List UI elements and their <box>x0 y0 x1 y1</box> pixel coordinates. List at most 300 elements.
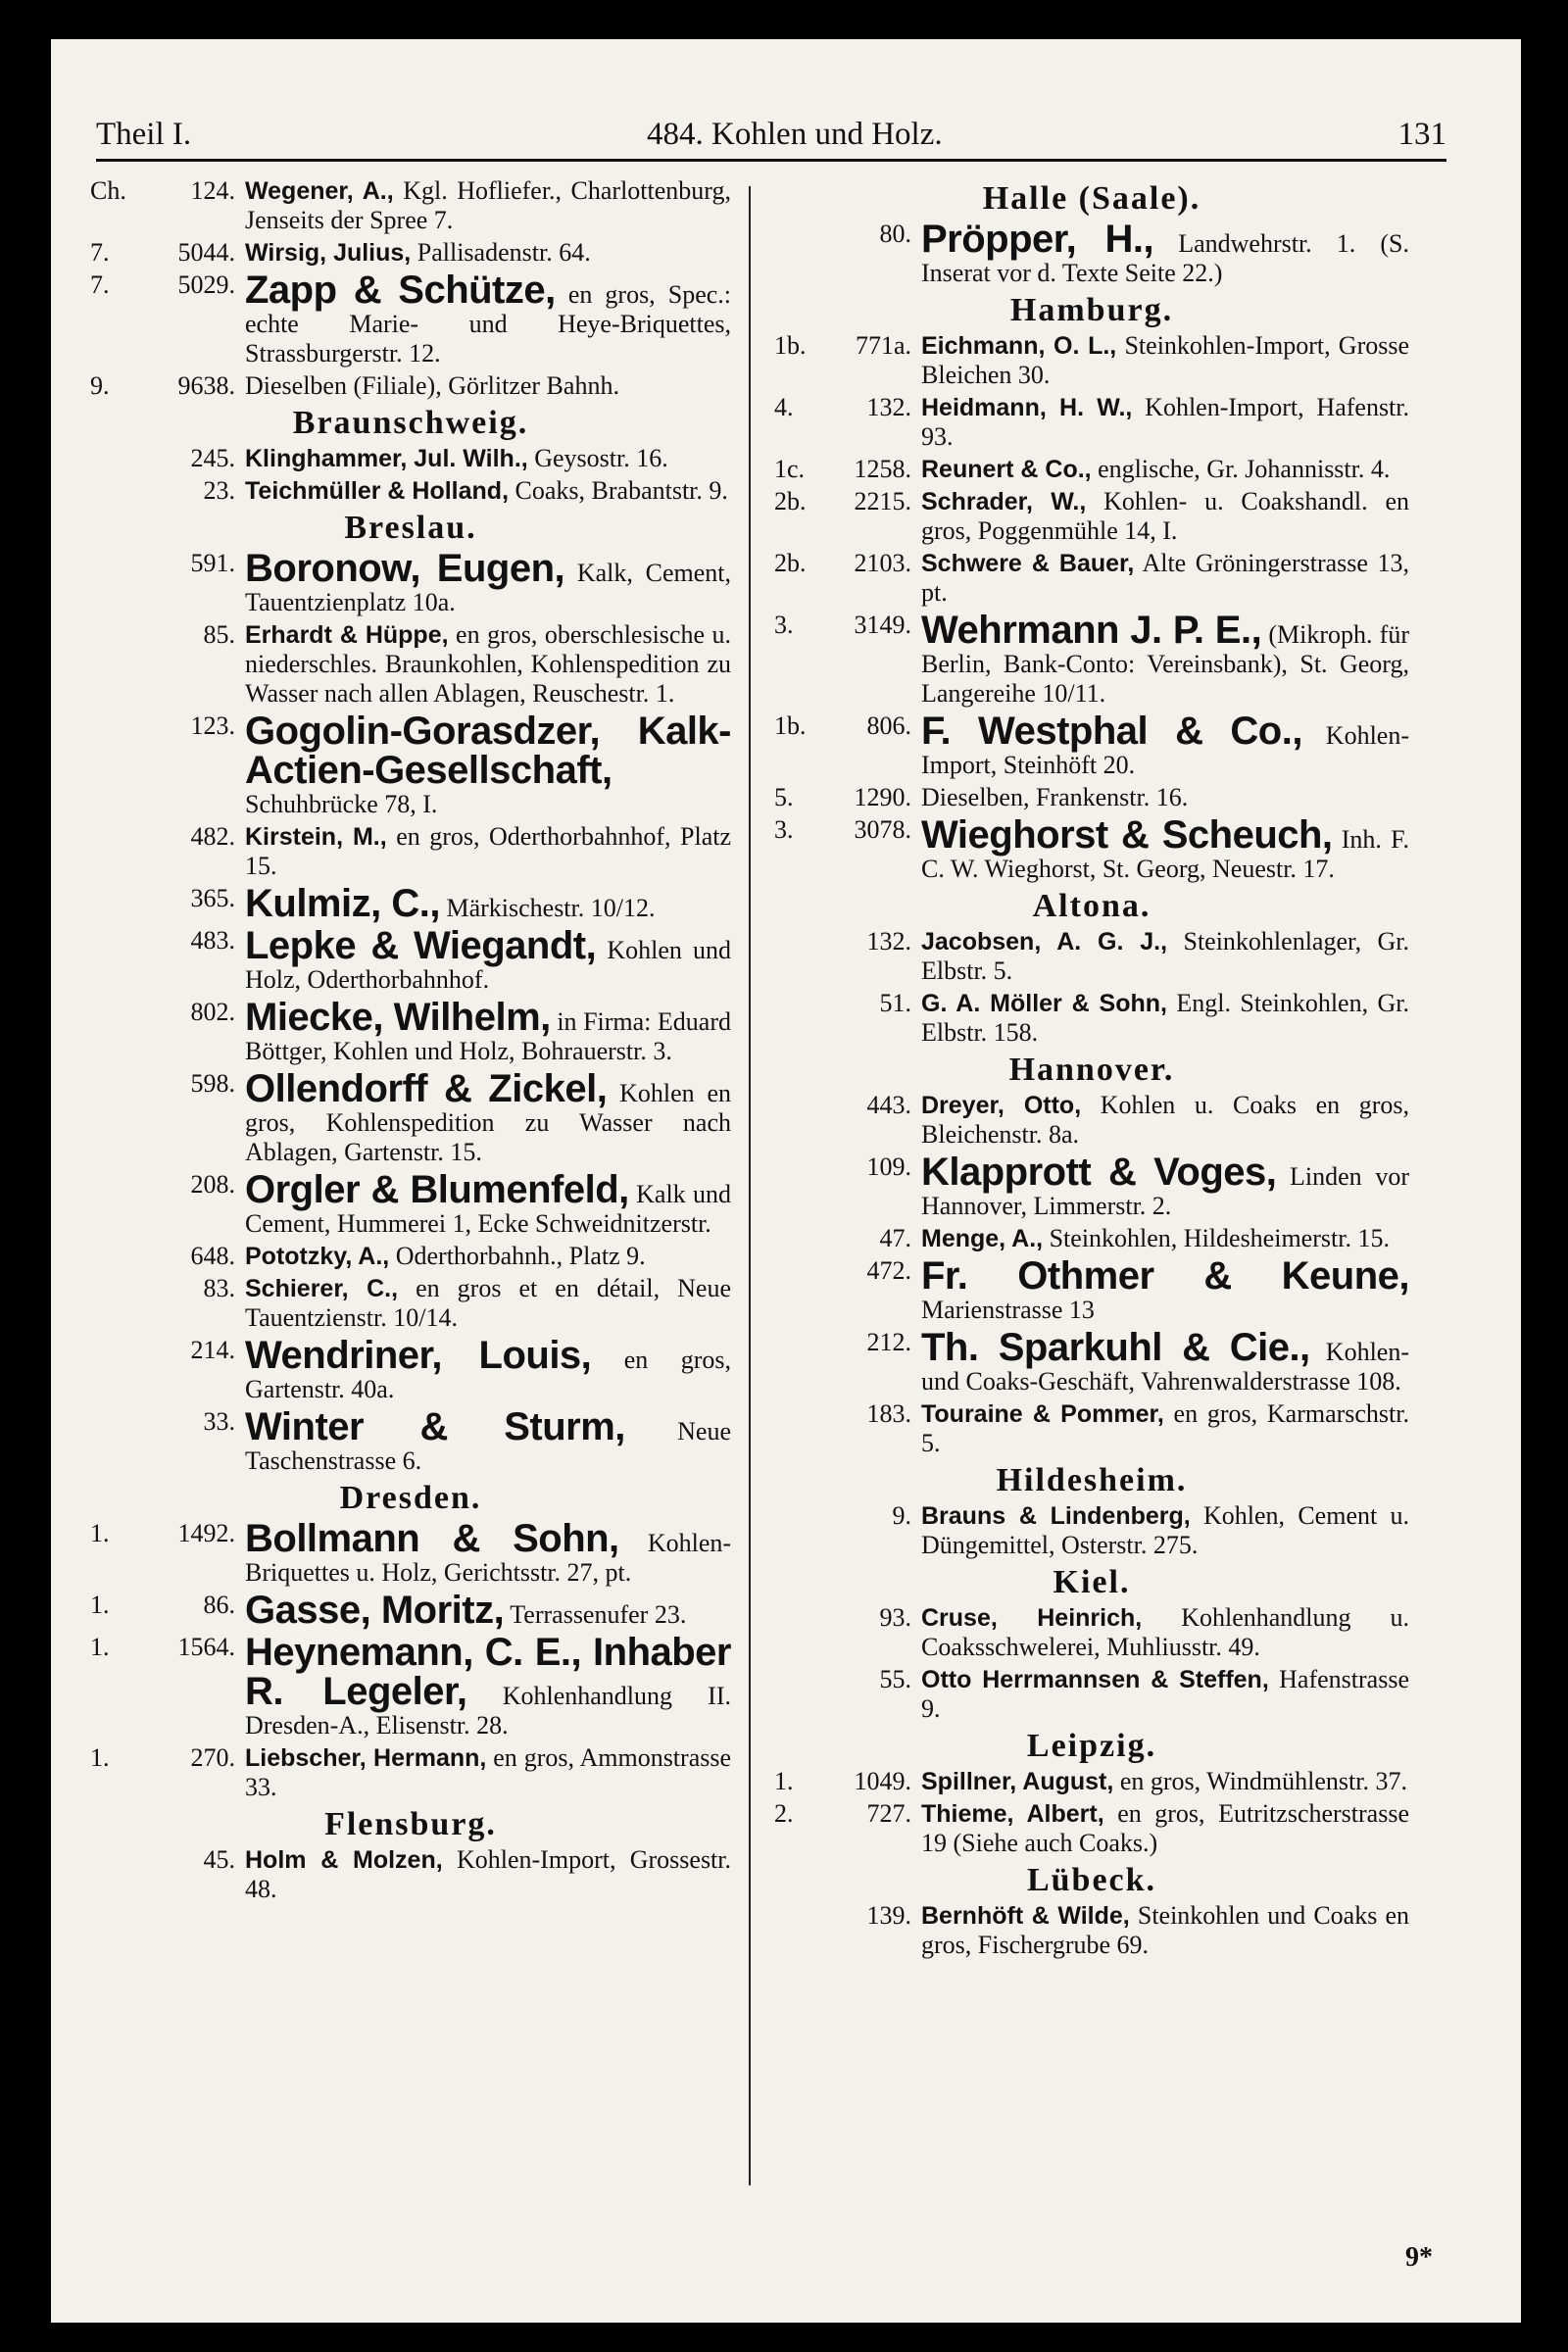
entry-details: Steinkohlenlager, Gr. Elbstr. 5. <box>921 927 1409 985</box>
directory-entry <box>774 1328 1409 1396</box>
entry-number: 212. <box>866 1328 911 1356</box>
entry-number: 83. <box>203 1274 235 1302</box>
entry-number: 648. <box>190 1242 235 1270</box>
entry-number: 1290. <box>854 783 911 811</box>
entry-number: 51. <box>879 989 911 1017</box>
directory-entry <box>90 1407 731 1476</box>
city-heading: Halle (Saale). <box>982 180 1201 217</box>
postal-district <box>90 822 123 881</box>
entry-body <box>245 1242 731 1271</box>
entry-number: 483. <box>190 926 235 955</box>
directory-entry <box>90 1519 731 1588</box>
entry-number: 2215. <box>854 487 911 515</box>
entry-details: en gros, Eutritzscherstrasse 19 (Siehe auch Coaks.) <box>921 1799 1409 1857</box>
entry-number: 33. <box>203 1407 235 1436</box>
entry-number: 1258. <box>854 455 911 483</box>
entry-body <box>921 927 1409 986</box>
entry-details: Kalk, Cement, Tauentzienplatz 10a. <box>245 559 731 616</box>
columns <box>90 176 1433 2264</box>
firm-name: Fr. Othmer & Keune, <box>921 1254 1409 1298</box>
firm-name: Dreyer, Otto, <box>921 1092 1082 1119</box>
entry-number: 3078. <box>854 815 911 844</box>
firm-name: Schrader, W., <box>921 488 1087 515</box>
entry-numbers <box>90 176 245 235</box>
entry-numbers <box>90 1591 245 1630</box>
entry-number: 1564. <box>177 1633 235 1661</box>
entry-details: Kohlen- und Coaks-Geschäft, Vahrenwalderstrasse 108. <box>921 1338 1409 1396</box>
firm-name: Gogolin-Gorasdzer, Kalk-Actien-Gesellschaft, <box>245 710 731 792</box>
postal-district: 3. <box>774 611 794 639</box>
entry-numbers <box>774 783 921 812</box>
firm-name: Pröpper, H., <box>921 218 1154 261</box>
firm-name: Cruse, Heinrich, <box>921 1604 1143 1632</box>
postal-district: 1b. <box>774 711 807 740</box>
postal-district <box>90 549 123 617</box>
entry-numbers <box>774 487 921 546</box>
entry-body <box>921 393 1409 452</box>
entry-numbers <box>774 711 921 780</box>
entry-numbers <box>90 371 245 401</box>
entry-number: 5044. <box>177 238 235 267</box>
entry-details: Märkischestr. 10/12. <box>446 894 656 922</box>
directory-entry <box>90 371 731 401</box>
entry-body <box>245 620 731 709</box>
directory-entry <box>774 331 1409 390</box>
entry-details: in Firma: Eduard Böttger, Kohlen und Holz, Bohrauerstr. 3. <box>245 1007 731 1065</box>
entry-details: Kohlen- u. Coakshandl. en gros, Poggenmühle 14, I. <box>921 487 1409 545</box>
entry-body <box>921 1224 1409 1253</box>
entry-body <box>921 331 1409 390</box>
directory-entry <box>90 1633 731 1740</box>
firm-name: Ollendorff & Zickel, <box>245 1067 608 1110</box>
firm-name: Touraine & Pommer, <box>921 1400 1164 1428</box>
entry-body <box>921 1901 1409 1960</box>
directory-entry <box>90 1591 731 1630</box>
left-column <box>90 176 749 2264</box>
firm-name: Klapprott & Voges, <box>921 1151 1277 1194</box>
postal-district: 7. <box>90 270 110 299</box>
directory-entry <box>774 1152 1409 1221</box>
entry-numbers <box>774 1603 921 1662</box>
directory-entry <box>774 927 1409 986</box>
directory-entry <box>90 549 731 617</box>
entry-number: 80. <box>879 220 911 248</box>
entry-numbers <box>90 998 245 1066</box>
entry-body <box>245 1743 731 1802</box>
entry-number: 482. <box>190 822 235 851</box>
entry-number: 85. <box>203 620 235 649</box>
entry-details: Kohlen-Import, Hafenstr. 93. <box>921 393 1409 451</box>
entry-numbers <box>774 815 921 884</box>
entry-body <box>921 1091 1409 1150</box>
city-heading: Braunschweig. <box>292 405 529 441</box>
entry-body <box>921 1665 1409 1724</box>
entry-number: 365. <box>190 884 235 912</box>
entry-details: en gros, oberschlesische u. niederschles. Braunkohlen, Kohlenspedition zu Wasser nach allen Ablagen, Reuschestr. 1. <box>245 620 731 708</box>
entry-number: 139. <box>866 1901 911 1930</box>
entry-body <box>245 371 731 401</box>
directory-entry <box>90 1336 731 1404</box>
directory-entry <box>90 822 731 881</box>
entry-number: 86. <box>203 1591 235 1619</box>
page-header <box>96 106 1446 162</box>
entry-numbers <box>774 611 921 709</box>
entry-numbers <box>774 1328 921 1396</box>
directory-entry <box>774 711 1409 780</box>
entry-body <box>245 822 731 881</box>
directory-entry <box>774 455 1409 484</box>
entry-details: Steinkohlen und Coaks en gros, Fischergrube 69. <box>921 1901 1409 1959</box>
city-heading: Breslau. <box>344 510 477 546</box>
directory-entry <box>774 1501 1409 1560</box>
firm-name: Wendriner, Louis, <box>245 1334 592 1377</box>
postal-district <box>90 1242 123 1271</box>
signature-mark: 9* <box>1405 2242 1433 2273</box>
entry-body <box>921 1501 1409 1560</box>
entry-number: 270. <box>190 1743 235 1772</box>
firm-name: G. A. Möller & Sohn, <box>921 990 1167 1017</box>
entry-details: Kohlen, Cement u. Düngemittel, Osterstr. 275. <box>921 1501 1409 1559</box>
entry-details: Kohlen-Import, Steinhöft 20. <box>921 721 1409 779</box>
firm-name: Holm & Molzen, <box>245 1846 443 1874</box>
city-heading: Hamburg. <box>1009 292 1174 328</box>
postal-district: 2b. <box>774 487 807 515</box>
directory-entry <box>90 926 731 995</box>
entry-body <box>921 1256 1409 1325</box>
directory-entry <box>774 393 1409 452</box>
city-heading: Hannover. <box>1008 1052 1175 1088</box>
entry-number: 132. <box>866 927 911 956</box>
postal-district: Ch. <box>90 176 126 205</box>
directory-entry <box>774 1767 1409 1796</box>
postal-district <box>774 1328 808 1396</box>
entry-body <box>921 1152 1409 1221</box>
entry-numbers <box>90 926 245 995</box>
entry-number: 109. <box>866 1152 911 1181</box>
entry-numbers <box>774 1152 921 1221</box>
entry-number: 3149. <box>854 611 911 639</box>
postal-district: 1. <box>90 1633 110 1661</box>
entry-numbers <box>90 1274 245 1333</box>
entry-details: Engl. Steinkohlen, Gr. Elbstr. 158. <box>921 989 1409 1047</box>
entry-body <box>245 1069 731 1167</box>
directory-entry <box>774 815 1409 884</box>
entry-details: Dieselben, Frankenstr. 16. <box>921 783 1189 811</box>
entry-details: Oderthorbahnh., Platz 9. <box>395 1242 646 1270</box>
postal-district <box>774 927 808 986</box>
entry-details: en gros, Spec.: echte Marie- und Heye-Briquettes, Strassburgerstr. 12. <box>245 280 731 368</box>
entry-body <box>245 238 731 268</box>
entry-number: 9638. <box>177 371 235 400</box>
entry-body <box>921 455 1409 484</box>
directory-entry <box>90 1242 731 1271</box>
firm-name: Zapp & Schütze, <box>245 269 556 312</box>
entry-numbers <box>90 1336 245 1404</box>
postal-district: 5. <box>774 783 794 811</box>
postal-district <box>774 1091 808 1150</box>
entry-details: Kohlenhandlung u. Coaksschwelerei, Muhliusstr. 49. <box>921 1603 1409 1661</box>
firm-name: Pototzky, A., <box>245 1243 390 1270</box>
postal-district <box>774 1152 808 1221</box>
entry-body <box>245 1274 731 1333</box>
firm-name: Brauns & Lindenberg, <box>921 1502 1191 1530</box>
entry-number: 802. <box>190 998 235 1026</box>
firm-name: Klinghammer, Jul. Wilh., <box>245 445 528 472</box>
firm-name: Bernhöft & Wilde, <box>921 1902 1130 1930</box>
postal-district <box>774 1501 808 1560</box>
entry-numbers <box>90 822 245 881</box>
entry-body <box>245 444 731 473</box>
postal-district <box>90 1336 123 1404</box>
entry-number: 591. <box>190 549 235 577</box>
entry-body <box>921 487 1409 546</box>
directory-page <box>51 39 1521 2323</box>
postal-district <box>774 1256 808 1325</box>
firm-name: Teichmüller & Holland, <box>245 477 510 505</box>
firm-name: Gasse, Moritz, <box>245 1589 505 1632</box>
entry-number: 208. <box>190 1170 235 1199</box>
postal-district <box>90 884 123 923</box>
firm-name: Otto Herrmannsen & Steffen, <box>921 1666 1269 1693</box>
firm-name: Kirstein, M., <box>245 823 387 851</box>
entry-details: en gros, Ammonstrasse 33. <box>245 1743 732 1801</box>
entry-body <box>245 926 731 995</box>
entry-details: (Mikroph. für Berlin, Bank-Conto: Vereinsbank), St. Georg, Langereihe 10/11. <box>921 620 1409 708</box>
firm-name: Boronow, Eugen, <box>245 547 565 590</box>
postal-district: 7. <box>90 238 110 267</box>
entry-body <box>245 1845 731 1904</box>
directory-entry <box>774 1901 1409 1960</box>
postal-district: 1. <box>774 1767 794 1795</box>
entry-number: 47. <box>879 1224 911 1252</box>
firm-name: Wieghorst & Scheuch, <box>921 813 1333 857</box>
entry-number: 55. <box>879 1665 911 1693</box>
city-heading: Leipzig. <box>1026 1728 1157 1764</box>
entry-numbers <box>774 927 921 986</box>
directory-entry <box>90 1845 731 1904</box>
entry-details: Marienstrasse 13 <box>921 1296 1095 1324</box>
entry-body <box>245 1336 731 1404</box>
city-heading: Lübeck. <box>1026 1862 1157 1898</box>
directory-entry <box>774 989 1409 1048</box>
entry-body <box>245 1407 731 1476</box>
entry-details: en gros, Oderthorbahnhof, Platz 15. <box>245 822 732 880</box>
entry-number: 9. <box>892 1501 911 1530</box>
entry-details: Kohlen u. Coaks en gros, Bleichenstr. 8a. <box>921 1091 1409 1149</box>
entry-numbers <box>774 1399 921 1458</box>
entry-details: Pallisadenstr. 64. <box>416 238 591 267</box>
entry-numbers <box>90 1170 245 1239</box>
postal-district: 2. <box>774 1799 794 1828</box>
entry-numbers <box>774 1091 921 1150</box>
entry-body <box>245 1633 731 1740</box>
entry-body <box>245 176 731 235</box>
entry-number: 727. <box>866 1799 911 1828</box>
entry-body <box>245 1170 731 1239</box>
postal-district: 2b. <box>774 549 807 577</box>
city-heading: Kiel. <box>1053 1564 1131 1600</box>
directory-entry <box>774 1399 1409 1458</box>
entry-details: Landwehrstr. 1. (S. Inserat vor d. Texte Seite 22.) <box>921 229 1409 287</box>
entry-body <box>245 1519 731 1588</box>
directory-entry <box>90 1274 731 1333</box>
entry-numbers <box>774 220 921 288</box>
entry-details: Kgl. Hofliefer., Charlottenburg, Jenseits der Spree 7. <box>245 176 731 234</box>
entry-numbers <box>90 270 245 368</box>
entry-details: Kohlen-Import, Grossestr. 48. <box>245 1845 732 1903</box>
postal-district <box>90 998 123 1066</box>
postal-district <box>774 1603 808 1662</box>
directory-entry <box>774 1224 1409 1253</box>
postal-district <box>774 1224 808 1253</box>
entry-body <box>921 1767 1409 1796</box>
directory-entry <box>90 998 731 1066</box>
firm-name: Schierer, C., <box>245 1275 399 1302</box>
directory-entry <box>774 611 1409 709</box>
firm-name: Liebscher, Hermann, <box>245 1744 487 1772</box>
entry-number: 183. <box>866 1399 911 1428</box>
firm-name: Bollmann & Sohn, <box>245 1517 619 1560</box>
city-heading: Dresden. <box>339 1480 482 1516</box>
city-heading: Hildesheim. <box>996 1462 1188 1498</box>
entry-number: 806. <box>866 711 911 740</box>
directory-entry <box>90 884 731 923</box>
directory-entry <box>90 476 731 506</box>
entry-details: Hafenstrasse 9. <box>921 1665 1409 1723</box>
directory-entry <box>90 444 731 473</box>
postal-district: 1b. <box>774 331 807 360</box>
entry-numbers <box>90 620 245 709</box>
directory-entry <box>774 783 1409 812</box>
entry-numbers <box>774 1224 921 1253</box>
entry-numbers <box>90 1845 245 1904</box>
entry-numbers <box>90 1407 245 1476</box>
postal-district <box>90 1170 123 1239</box>
entry-details: Kohlen-Briquettes u. Holz, Gerichtsstr. 27, pt. <box>245 1529 732 1587</box>
entry-numbers <box>774 455 921 484</box>
entry-numbers <box>90 238 245 268</box>
firm-name: Heidmann, H. W., <box>921 394 1133 421</box>
entry-numbers <box>90 476 245 506</box>
firm-name: Miecke, Wilhelm, <box>245 996 551 1039</box>
directory-entry <box>90 176 731 235</box>
firm-name: Reunert & Co., <box>921 456 1092 483</box>
postal-district <box>90 1274 123 1333</box>
postal-district <box>90 1407 123 1476</box>
firm-name: Erhardt & Hüppe, <box>245 621 449 649</box>
firm-name: Wehrmann J. P. E., <box>921 609 1262 652</box>
directory-entry <box>774 1091 1409 1150</box>
postal-district <box>90 476 123 506</box>
entry-details: englische, Gr. Johannisstr. 4. <box>1098 455 1391 483</box>
postal-district <box>774 1665 808 1724</box>
entry-number: 123. <box>190 711 235 740</box>
entry-numbers <box>90 1069 245 1167</box>
directory-entry <box>774 1799 1409 1858</box>
entry-details: en gros, Gartenstr. 40a. <box>245 1346 731 1403</box>
entry-numbers <box>90 711 245 819</box>
entry-numbers <box>774 1799 921 1858</box>
entry-numbers <box>90 1519 245 1588</box>
postal-district: 4. <box>774 393 794 421</box>
entry-details: Terrassenufer 23. <box>510 1600 687 1629</box>
postal-district <box>90 926 123 995</box>
directory-entry <box>774 220 1409 288</box>
directory-entry <box>90 1170 731 1239</box>
firm-name: Kulmiz, C., <box>245 882 440 925</box>
entry-body <box>921 1799 1409 1858</box>
firm-name: Wegener, A., <box>245 177 394 205</box>
directory-entry <box>90 620 731 709</box>
directory-entry <box>774 487 1409 546</box>
entry-number: 214. <box>190 1336 235 1364</box>
entry-details: Dieselben (Filiale), Görlitzer Bahnh. <box>245 371 619 400</box>
entry-details: Kalk und Cement, Hummerei 1, Ecke Schweidnitzerstr. <box>245 1180 732 1238</box>
entry-details: Kohlenhandlung II. Dresden-A., Elisenstr. 28. <box>245 1682 731 1740</box>
entry-body <box>245 998 731 1066</box>
directory-entry <box>90 1743 731 1802</box>
entry-details: Steinkohlen-Import, Grosse Bleichen 30. <box>921 331 1409 389</box>
postal-district <box>774 1901 808 1960</box>
city-heading: Flensburg. <box>324 1806 497 1842</box>
entry-numbers <box>774 331 921 390</box>
directory-entry <box>90 270 731 368</box>
entry-number: 132. <box>866 393 911 421</box>
entry-number: 472. <box>866 1256 911 1285</box>
entry-body <box>921 989 1409 1048</box>
entry-details: en gros, Windmühlenstr. 37. <box>1119 1767 1407 1795</box>
firm-name: Jacobsen, A. G. J., <box>921 928 1168 956</box>
entry-numbers <box>774 1501 921 1560</box>
firm-name: Orgler & Blumenfeld, <box>245 1168 629 1211</box>
firm-name: Schwere & Bauer, <box>921 550 1135 577</box>
entry-body <box>245 549 731 617</box>
entry-numbers <box>90 444 245 473</box>
entry-body <box>921 1399 1409 1458</box>
postal-district <box>774 1399 808 1458</box>
firm-name: F. Westphal & Co., <box>921 710 1302 753</box>
firm-name: Heynemann, C. E., Inhaber R. Legeler, <box>245 1631 731 1713</box>
firm-name: Th. Sparkuhl & Cie., <box>921 1326 1310 1369</box>
entry-number: 771a. <box>855 331 911 360</box>
entry-body <box>921 220 1409 288</box>
section-label: Theil I. <box>96 117 192 152</box>
entry-number: 23. <box>203 476 235 505</box>
entry-body <box>245 1591 731 1630</box>
directory-entry <box>90 1069 731 1167</box>
postal-district: 1c. <box>774 455 806 483</box>
directory-entry <box>90 711 731 819</box>
directory-entry <box>774 1256 1409 1325</box>
directory-entry <box>774 1665 1409 1724</box>
right-column <box>751 176 1409 2264</box>
firm-name: Wirsig, Julius, <box>245 239 412 267</box>
entry-number: 93. <box>879 1603 911 1632</box>
entry-numbers <box>774 1767 921 1796</box>
entry-details: Alte Gröningerstrasse 13, pt. <box>921 549 1409 607</box>
entry-body <box>921 1328 1409 1396</box>
entry-numbers <box>774 1256 921 1325</box>
entry-body <box>245 884 731 923</box>
postal-district: 1. <box>90 1591 110 1619</box>
postal-district <box>774 220 808 288</box>
entry-details: Coaks, Brabantstr. 9. <box>514 476 728 505</box>
entry-number: 45. <box>203 1845 235 1874</box>
entry-details: Geysostr. 16. <box>534 444 668 472</box>
entry-details: Inh. F. C. W. Wieghorst, St. Georg, Neuestr. 17. <box>921 825 1409 883</box>
postal-district: 1. <box>90 1519 110 1547</box>
entry-number: 1492. <box>177 1519 235 1547</box>
